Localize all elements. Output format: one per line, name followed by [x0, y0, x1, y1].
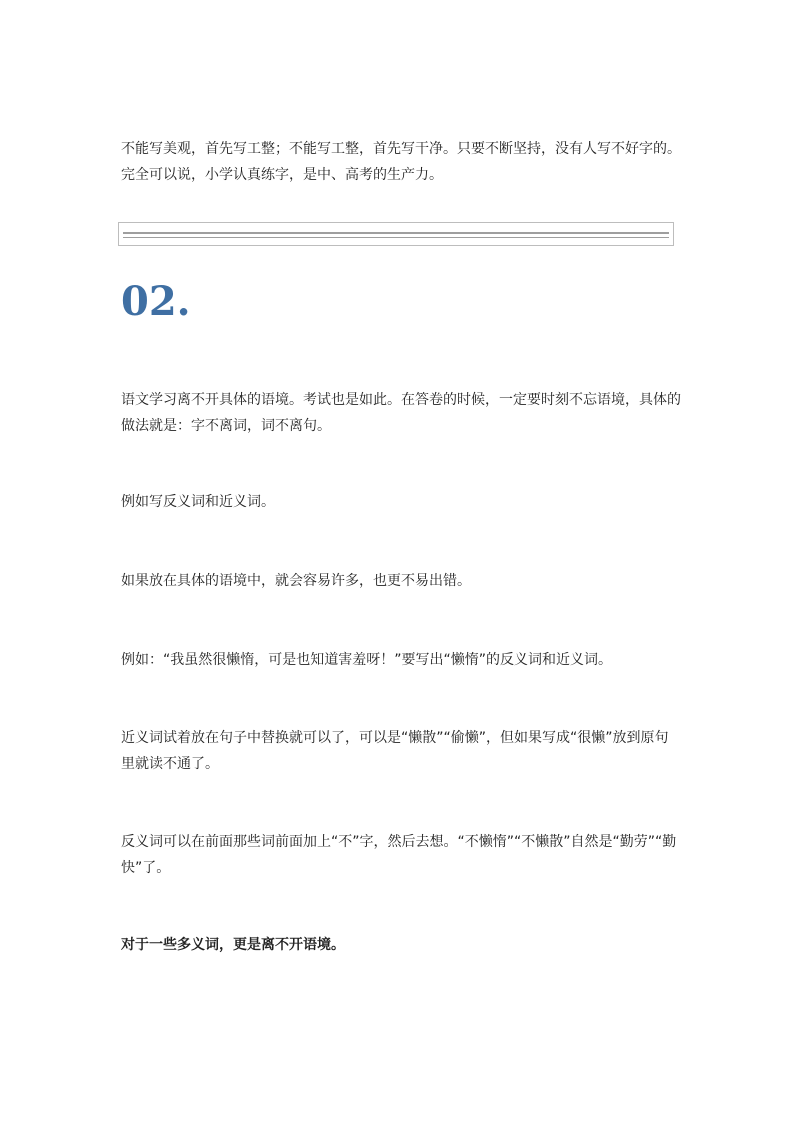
paragraph-polysemy: 对于一些多义词，更是离不开语境。 — [121, 937, 345, 953]
divider-line-bottom — [123, 237, 669, 238]
section-divider — [118, 222, 674, 246]
paragraph-handwriting: 不能写美观，首先写工整；不能写工整，首先写干净。只要不断坚持，没有人写不好字的。完全可以说，小学认真练字，是中、高考的生产力。 — [121, 141, 681, 183]
paragraph-synonyms: 近义词试着放在句子中替换就可以了，可以是“懒散”“偷懒”，但如果写成“很懒”放到原句里就读不通了。 — [121, 730, 669, 772]
paragraph-antonyms: 反义词可以在前面那些词前面加上“不”字，然后去想。“不懒惰”“不懒散”自然是“勤劳”“勤快”了。 — [121, 834, 677, 876]
divider-line-top — [123, 232, 669, 234]
paragraph-context-intro: 语文学习离不开具体的语境。考试也是如此。在答卷的时候，一定要时刻不忘语境，具体的做法就是：字不离词，词不离句。 — [121, 392, 681, 434]
paragraph-context-easier: 如果放在具体的语境中，就会容易许多，也更不易出错。 — [121, 573, 471, 589]
paragraph-example-antonyms: 例如写反义词和近义词。 — [121, 494, 275, 510]
paragraph-example-sentence: 例如：“我虽然很懒惰，可是也知道害羞呀！”要写出“懒惰”的反义词和近义词。 — [121, 652, 613, 668]
section-number: 02. — [121, 278, 191, 325]
